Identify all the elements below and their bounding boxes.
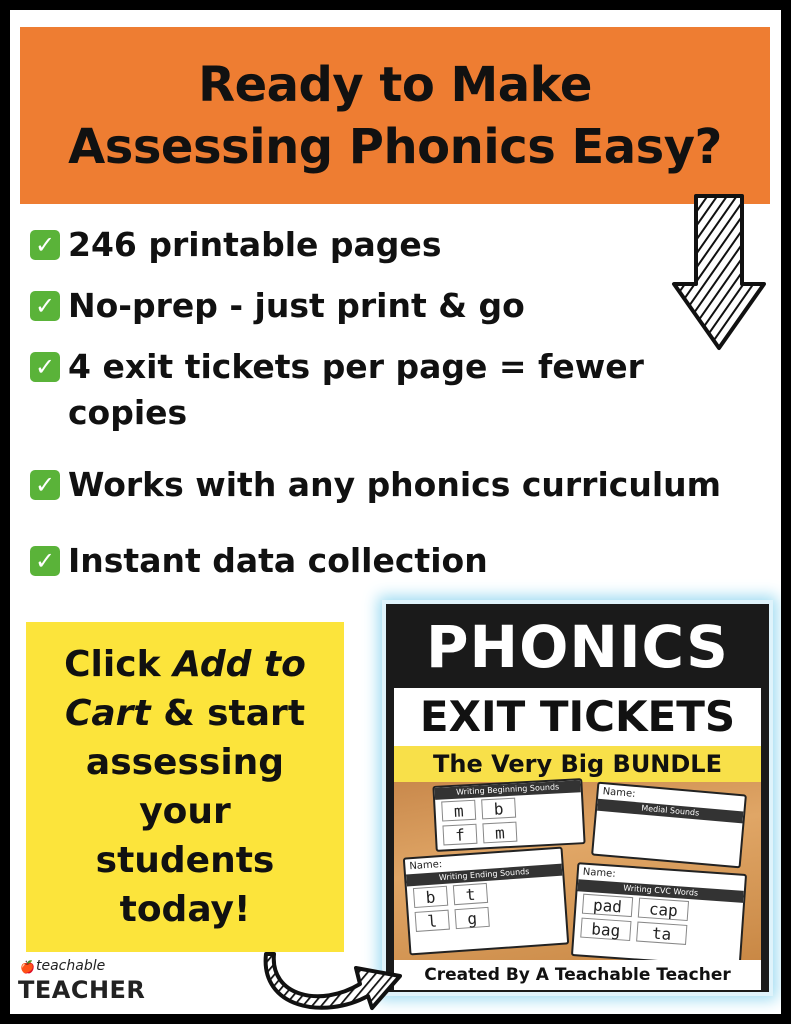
cover-credit: Created By A Teachable Teacher [394,960,761,990]
ticket-preview [403,847,569,956]
ticket-letter: b [413,886,448,908]
cta-cart: Cart [64,693,151,734]
feature-item [30,462,721,508]
ticket-letter: l [415,910,450,932]
product-cover[interactable] [382,600,773,996]
logo-big-text: TEACHER [18,976,146,1004]
ticket-letter: m [482,822,517,844]
headline-banner [20,27,770,204]
feature-text: No-prep - just print & go [68,286,525,325]
brand-logo [18,958,146,1008]
ticket-name-label: Name: [602,786,636,800]
check-icon: ✓ [30,546,60,576]
ticket-letter: f [442,824,477,846]
feature-text: 246 printable pages [68,225,442,264]
check-icon: ✓ [30,352,60,382]
ticket-letter: g [454,907,489,929]
ticket-name-label: Name: [409,858,443,873]
cta-today: today! [119,889,251,930]
cta-click: Click [64,644,161,685]
feature-item [30,538,488,584]
ticket-letter: t [453,883,488,905]
feature-item [30,344,710,436]
cta-add-to: Add to [173,644,306,685]
ticket-letter: m [441,800,476,822]
cover-subtitle: EXIT TICKETS [394,688,761,746]
ticket-letter: bag [580,918,631,941]
ticket-heading: Writing Beginning Sounds [434,780,580,800]
feature-item [30,222,441,268]
cta-start: & start [163,693,306,734]
apple-icon: 🍎 [20,960,35,974]
headline-line-2: Assessing Phonics Easy? [68,118,722,175]
ticket-name-label: Name: [582,866,616,880]
curved-arrow-icon [260,936,410,1014]
logo-small-text: teachable [36,958,106,974]
ticket-letter: cap [638,898,689,921]
down-arrow-icon [670,192,768,352]
cta-students: students [95,840,275,881]
ticket-heading: Writing CVC Words [577,879,743,903]
cta-your: your [139,791,231,832]
ticket-heading: Medial Sounds [597,799,743,824]
ticket-letter: b [481,798,516,820]
ticket-preview [571,862,747,968]
cta-assessing: assessing [85,742,285,783]
ticket-heading: Writing Ending Sounds [406,864,562,887]
feature-text: Works with any phonics curriculum [68,465,722,504]
ticket-letter: pad [582,894,633,917]
call-to-action-text [64,640,306,934]
feature-text: 4 exit tickets per page = fewer copies [68,347,644,432]
check-icon: ✓ [30,230,60,260]
ticket-letter: ta [636,922,687,945]
page-frame [10,10,781,1014]
ticket-preview [432,778,585,852]
feature-item [30,283,525,329]
cover-preview-area [394,782,761,960]
cover-title: PHONICS [426,613,729,681]
call-to-action-box [26,622,344,952]
ticket-preview [591,782,747,869]
headline-line-1: Ready to Make [198,56,592,113]
feature-text: Instant data collection [68,541,488,580]
cover-bundle-label: The Very Big BUNDLE [394,746,761,782]
check-icon: ✓ [30,470,60,500]
check-icon: ✓ [30,291,60,321]
